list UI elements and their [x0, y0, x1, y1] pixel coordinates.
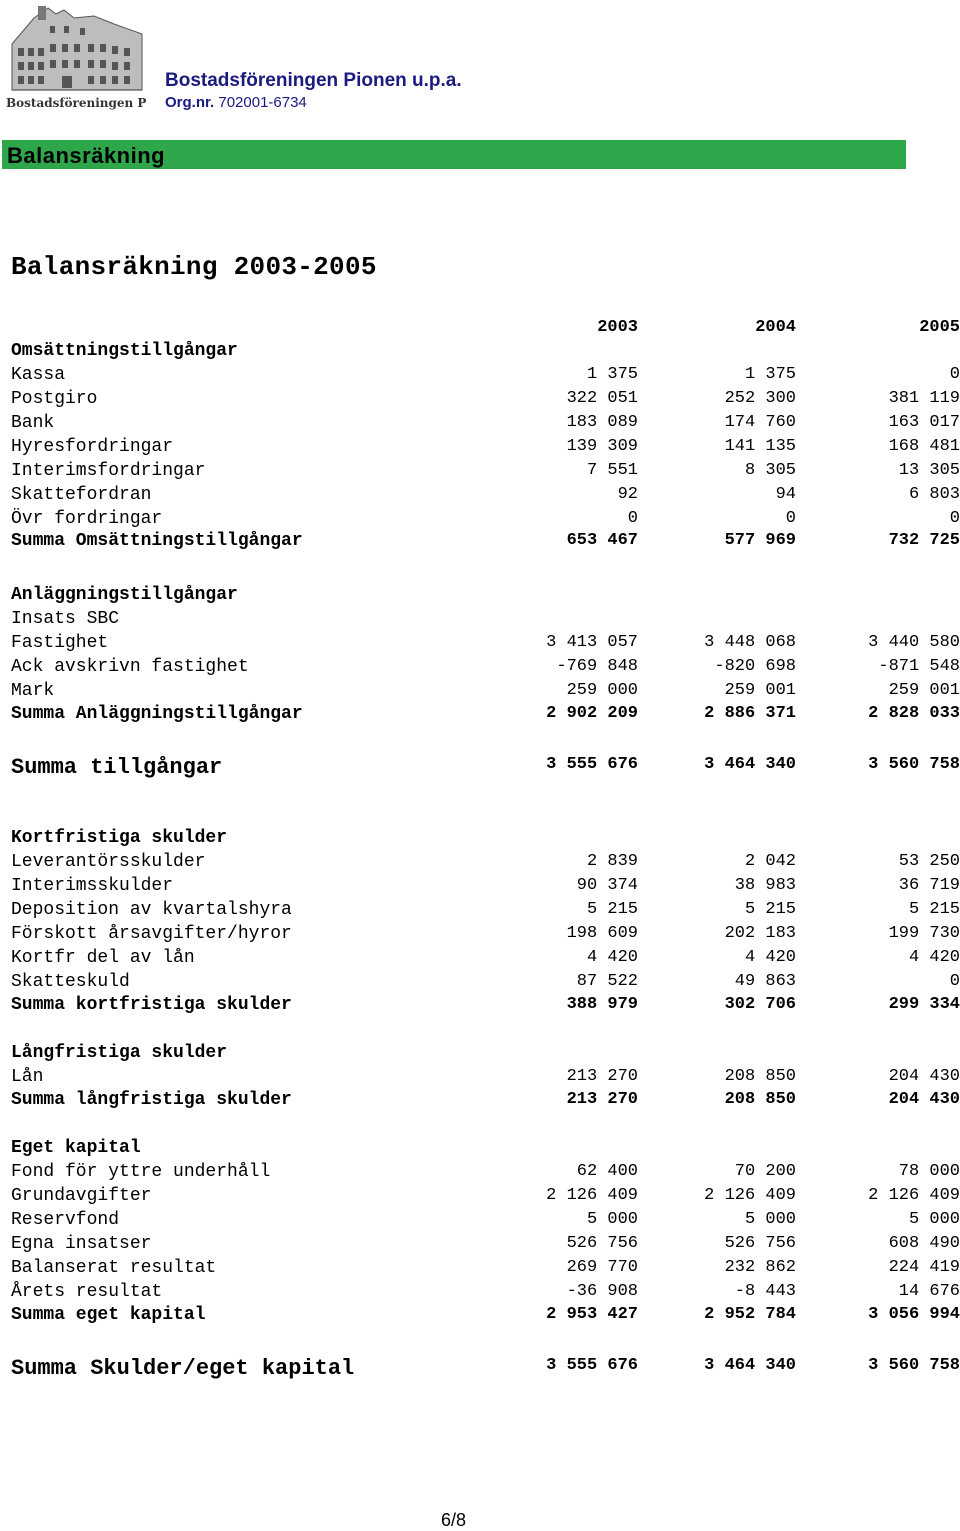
row-label: Mark [11, 681, 55, 701]
cell-2005: 6 803 [908, 485, 960, 504]
row-label: Lån [11, 1067, 44, 1087]
cell-2003: 322 051 [566, 389, 638, 408]
cell-2004: 259 001 [724, 681, 796, 700]
sum-row [0, 995, 960, 1017]
table-row [0, 1282, 960, 1304]
cell-2005: 0 [949, 509, 960, 528]
cell-2003: 183 089 [566, 413, 638, 432]
cell-2005: 3 560 758 [868, 755, 960, 774]
cell-2003: 3 413 057 [546, 633, 638, 652]
table-row [0, 1210, 960, 1232]
table-row [0, 1234, 960, 1256]
row-label: Hyresfordringar [11, 437, 174, 457]
row-label: Årets resultat [11, 1282, 163, 1302]
year-header-row [0, 318, 960, 340]
cell-2004: 0 [785, 509, 796, 528]
cell-2003: -36 908 [566, 1282, 638, 1301]
cell-2004: 302 706 [724, 995, 796, 1014]
cell-2004: 38 983 [734, 876, 796, 895]
cell-2005: 3 560 758 [868, 1356, 960, 1375]
row-label: Summa Skulder/eget kapital [11, 1356, 355, 1381]
cell-2005: 3 056 994 [868, 1305, 960, 1324]
organization-number [165, 94, 307, 111]
cell-2005: 78 000 [898, 1162, 960, 1181]
cell-2003: 653 467 [566, 531, 638, 550]
cell-2005: 732 725 [888, 531, 960, 550]
row-label: Summa Omsättningstillgångar [11, 531, 303, 551]
cell-2005: 3 440 580 [868, 633, 960, 652]
cell-2004: 141 135 [724, 437, 796, 456]
cell-2005: 5 215 [908, 900, 960, 919]
cell-2005: 36 719 [898, 876, 960, 895]
cell-2004: 208 850 [724, 1067, 796, 1086]
row-label: Fond för yttre underhåll [11, 1162, 271, 1182]
cell-2003: 2 902 209 [546, 704, 638, 723]
cell-2003: 0 [627, 509, 638, 528]
cell-2004: 202 183 [724, 924, 796, 943]
table-row [0, 924, 960, 946]
cell-2005: 259 001 [888, 681, 960, 700]
cell-2004: -820 698 [714, 657, 796, 676]
cell-2005: -871 548 [878, 657, 960, 676]
row-label: Egna insatser [11, 1234, 152, 1254]
cell-2003: 213 270 [566, 1090, 638, 1109]
cell-2004: 526 756 [724, 1234, 796, 1253]
cell-2005: 381 119 [888, 389, 960, 408]
cell-2004: 94 [775, 485, 796, 504]
cell-2004: 3 448 068 [704, 633, 796, 652]
cell-2003: 388 979 [566, 995, 638, 1014]
cell-2005: 224 419 [888, 1258, 960, 1277]
table-row [0, 437, 960, 459]
table-row [0, 1162, 960, 1184]
cell-2003: 87 522 [576, 972, 638, 991]
sum-row [0, 1090, 960, 1112]
cell-2003: 269 770 [566, 1258, 638, 1277]
cell-2004: 2 042 [744, 852, 796, 871]
row-label: Skatteskuld [11, 972, 130, 992]
cell-2003: 62 400 [576, 1162, 638, 1181]
table-row [0, 852, 960, 874]
section-heading [0, 341, 960, 363]
row-label: Skattefordran [11, 485, 152, 505]
section-heading-label: Långfristiga skulder [11, 1043, 228, 1063]
cell-2004: 2 886 371 [704, 704, 796, 723]
cell-2005: 14 676 [898, 1282, 960, 1301]
cell-2004: 3 464 340 [704, 1356, 796, 1375]
sum-row [0, 755, 960, 780]
cell-2003: 213 270 [566, 1067, 638, 1086]
cell-2003: 198 609 [566, 924, 638, 943]
cell-2003: 4 420 [586, 948, 638, 967]
year-header-2003: 2003 [597, 318, 638, 337]
section-heading [0, 1043, 960, 1065]
row-label: Kassa [11, 365, 66, 385]
logo-caption: Bostadsföreningen P [6, 96, 146, 110]
row-label: Summa eget kapital [11, 1305, 206, 1325]
row-label: Postgiro [11, 389, 98, 409]
section-heading-label: Eget kapital [11, 1138, 141, 1158]
cell-2005: 168 481 [888, 437, 960, 456]
table-row [0, 1258, 960, 1280]
cell-2003: 3 555 676 [546, 1356, 638, 1375]
cell-2003: 2 839 [586, 852, 638, 871]
table-row [0, 413, 960, 435]
cell-2005: 199 730 [888, 924, 960, 943]
cell-2004: 2 126 409 [704, 1186, 796, 1205]
row-label: Fastighet [11, 633, 109, 653]
cell-2003: 5 000 [586, 1210, 638, 1229]
table-row [0, 461, 960, 483]
table-row [0, 1067, 960, 1089]
row-label: Grundavgifter [11, 1186, 152, 1206]
cell-2005: 0 [949, 972, 960, 991]
cell-2003: -769 848 [556, 657, 638, 676]
cell-2004: 174 760 [724, 413, 796, 432]
cell-2005: 204 430 [888, 1067, 960, 1086]
row-label: Insats SBC [11, 609, 120, 629]
cell-2004: 232 862 [724, 1258, 796, 1277]
cell-2003: 90 374 [576, 876, 638, 895]
cell-2004: 2 952 784 [704, 1305, 796, 1324]
row-label: Summa kortfristiga skulder [11, 995, 292, 1015]
organization-name: Bostadsföreningen Pionen u.p.a. [165, 70, 462, 91]
row-label: Förskott årsavgifter/hyror [11, 924, 292, 944]
row-label: Ack avskrivn fastighet [11, 657, 249, 677]
row-label: Reservfond [11, 1210, 120, 1230]
table-row [0, 972, 960, 994]
cell-2005: 13 305 [898, 461, 960, 480]
cell-2003: 3 555 676 [546, 755, 638, 774]
cell-2005: 4 420 [908, 948, 960, 967]
cell-2004: 3 464 340 [704, 755, 796, 774]
row-label: Leverantörsskulder [11, 852, 206, 872]
row-label: Balanserat resultat [11, 1258, 217, 1278]
cell-2004: 5 215 [744, 900, 796, 919]
cell-2003: 139 309 [566, 437, 638, 456]
table-row [0, 389, 960, 411]
cell-2003: 7 551 [586, 461, 638, 480]
cell-2003: 1 375 [586, 365, 638, 384]
table-row [0, 900, 960, 922]
year-header-2004: 2004 [755, 318, 796, 337]
table-row [0, 1186, 960, 1208]
cell-2005: 2 126 409 [868, 1186, 960, 1205]
cell-2005: 5 000 [908, 1210, 960, 1229]
cell-2003: 2 126 409 [546, 1186, 638, 1205]
sum-row [0, 1305, 960, 1327]
table-row [0, 681, 960, 703]
org-nr-label: Org.nr. [165, 94, 215, 111]
cell-2005: 2 828 033 [868, 704, 960, 723]
row-label: Kortfr del av lån [11, 948, 195, 968]
row-label: Interimsfordringar [11, 461, 206, 481]
cell-2004: 4 420 [744, 948, 796, 967]
organization-logo [4, 4, 146, 112]
year-header-2005: 2005 [919, 318, 960, 337]
table-row [0, 657, 960, 679]
cell-2005: 163 017 [888, 413, 960, 432]
cell-2004: 577 969 [724, 531, 796, 550]
org-nr-value: 702001-6734 [218, 94, 307, 111]
cell-2004: 70 200 [734, 1162, 796, 1181]
table-row [0, 509, 960, 531]
cell-2004: 252 300 [724, 389, 796, 408]
table-row [0, 609, 960, 631]
row-label: Deposition av kvartalshyra [11, 900, 292, 920]
document-title: Balansräkning 2003-2005 [11, 252, 377, 282]
cell-2004: -8 443 [734, 1282, 796, 1301]
cell-2003: 526 756 [566, 1234, 638, 1253]
page-number: 6/8 [441, 1510, 467, 1530]
row-label: Bank [11, 413, 55, 433]
cell-2003: 5 215 [586, 900, 638, 919]
section-heading [0, 828, 960, 850]
cell-2004: 1 375 [744, 365, 796, 384]
sum-row [0, 1356, 960, 1381]
cell-2003: 2 953 427 [546, 1305, 638, 1324]
sum-row [0, 531, 960, 553]
section-heading [0, 1138, 960, 1160]
cell-2004: 8 305 [744, 461, 796, 480]
row-label: Interimsskulder [11, 876, 174, 896]
cell-2003: 92 [617, 485, 638, 504]
cell-2004: 5 000 [744, 1210, 796, 1229]
cell-2004: 208 850 [724, 1090, 796, 1109]
table-row [0, 633, 960, 655]
section-heading-label: Anläggningstillgångar [11, 585, 238, 605]
cell-2005: 204 430 [888, 1090, 960, 1109]
row-label: Övr fordringar [11, 509, 163, 529]
table-row [0, 948, 960, 970]
section-heading [0, 585, 960, 607]
sum-row [0, 704, 960, 726]
section-header-band: Balansräkning [2, 140, 906, 169]
table-row [0, 485, 960, 507]
cell-2004: 49 863 [734, 972, 796, 991]
table-row [0, 365, 960, 387]
section-heading-label: Kortfristiga skulder [11, 828, 228, 848]
cell-2005: 53 250 [898, 852, 960, 871]
cell-2005: 0 [949, 365, 960, 384]
row-label: Summa långfristiga skulder [11, 1090, 292, 1110]
row-label: Summa tillgångar [11, 755, 223, 780]
table-row [0, 876, 960, 898]
cell-2005: 299 334 [888, 995, 960, 1014]
row-label: Summa Anläggningstillgångar [11, 704, 303, 724]
section-heading-label: Omsättningstillgångar [11, 341, 238, 361]
cell-2005: 608 490 [888, 1234, 960, 1253]
cell-2003: 259 000 [566, 681, 638, 700]
